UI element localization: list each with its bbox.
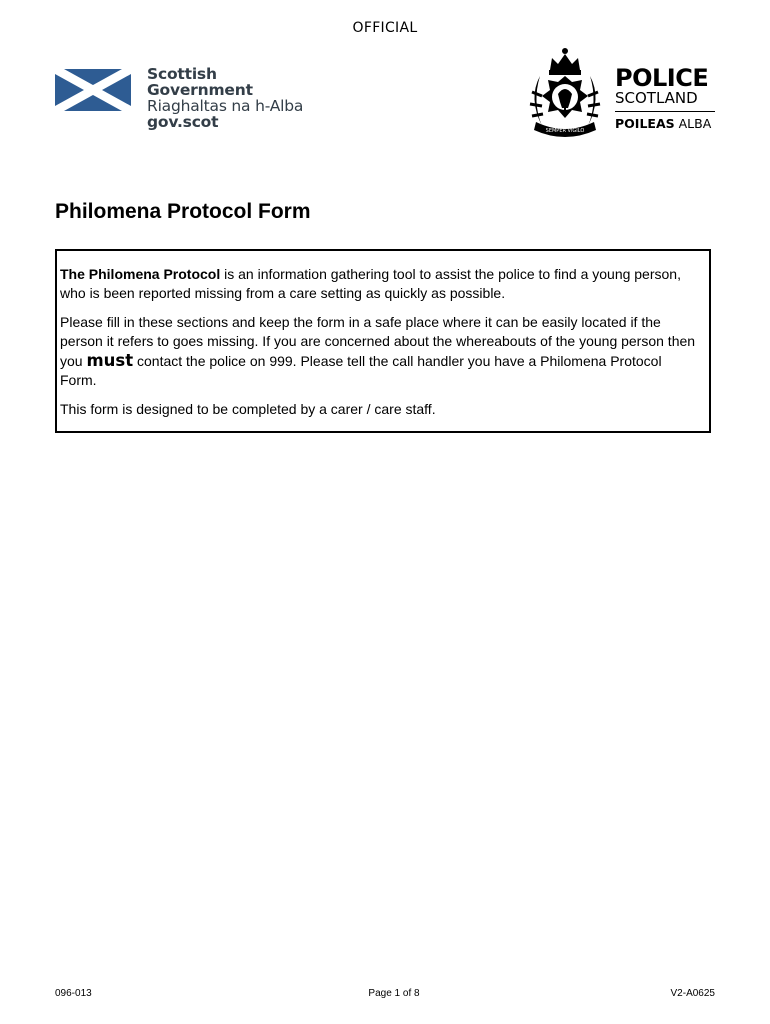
version-code: V2-A0625 xyxy=(670,988,715,999)
poileas-alba-wordmark: POILEAS ALBA xyxy=(615,116,712,131)
saltire-flag-icon xyxy=(55,69,131,111)
intro-paragraph-1: The Philomena Protocol is an information gathering tool to assist the police to find a young person, who is been reported missing from a care setting as quickly as possible. xyxy=(60,266,681,301)
protocol-name: The Philomena Protocol xyxy=(60,266,221,282)
police-wordmark: POLICE xyxy=(615,64,709,92)
classification-label: OFFICIAL xyxy=(352,20,418,36)
form-title: Philomena Protocol Form xyxy=(55,200,311,223)
sg-name-english: Scottish Government xyxy=(147,65,253,99)
intro-paragraph-2: Please fill in these sections and keep the form in a safe place where it can be easily located if the person it refers to goes missing. If you are concerned about the whereabouts of the young person then you must contact the police on 999. Please tell the call handler you have a Philomena Protocol Form. xyxy=(60,314,696,388)
intro-paragraph-3: This form is designed to be completed by a carer / care staff. xyxy=(60,401,436,417)
police-scotland-crest-icon xyxy=(522,46,608,138)
sg-website: gov.scot xyxy=(147,113,219,131)
crest-motto: SEMPER VIGILO xyxy=(545,128,585,134)
form-reference: 096-013 xyxy=(55,988,92,999)
page-number: Page 1 of 8 xyxy=(368,988,420,999)
scottish-government-logo xyxy=(55,65,325,131)
scotland-wordmark: SCOTLAND xyxy=(615,89,698,107)
emphasis-must: must xyxy=(86,351,134,370)
sg-name-gaelic: Riaghaltas na h-Alba xyxy=(147,97,304,115)
police-scotland-logo xyxy=(615,66,717,131)
logo-divider xyxy=(615,111,715,112)
intro-box xyxy=(55,249,711,433)
